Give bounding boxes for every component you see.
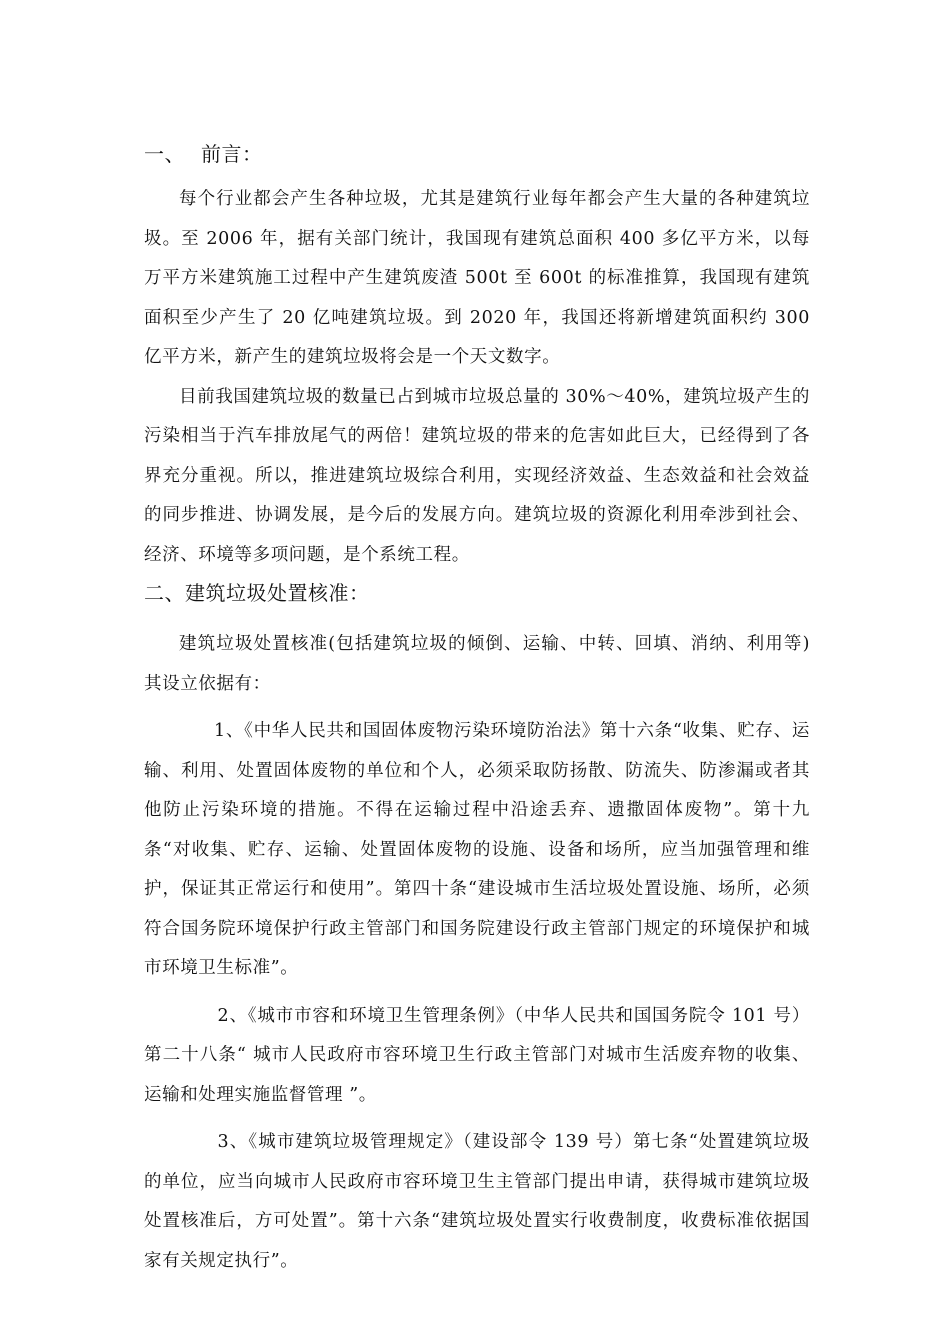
section-title: 建筑垃圾处置核准： [185,581,370,605]
document-body [144,136,810,1281]
section-heading-foreword [144,136,810,172]
section-number: 二、 [144,581,185,605]
basis-item-3: 3、《城市建筑垃圾管理规定》（建设部令 139 号）第七条“处置建筑垃圾的单位，应当向城市人民政府市容环境卫生主管部门提出申请，获得城市建筑垃圾处置核准后，方可处置”。第十六条“建筑垃圾处置实行收费制度，收费标准依据国家有关规定执行”。 [144,1132,810,1271]
foreword-paragraph-1: 每个行业都会产生各种垃圾，尤其是建筑行业每年都会产生大量的各种建筑垃圾。至 2006 年，据有关部门统计，我国现有建筑总面积 400 多亿平方米，以每万平方米建筑施工过程中产生建筑废渣 500t 至 600t 的标准推算，我国现有建筑面积至少产生了 20 亿吨建筑垃圾。到 2020 年，我国还将新增建筑面积约 300 亿平方米，新产生的建筑垃圾将会是一个天文数字。 [144,189,810,367]
basis-item-1: 1、《中华人民共和国固体废物污染环境防治法》第十六条“收集、贮存、运输、利用、处置固体废物的单位和个人，必须采取防扬散、防流失、防渗漏或者其他防止污染环境的措施。不得在运输过程中沿途丢弃、遗撒固体废物”。第十九条“对收集、贮存、运输、处置固体废物的设施、设备和场所，应当加强管理和维护，保证其正常运行和使用”。第四十条“建设城市生活垃圾处置设施、场所，必须符合国务院环境保护行政主管部门和国务院建设行政主管部门规定的环境保护和城市环境卫生标准”。 [144,721,810,978]
section-number: 一、 [144,142,185,166]
basis-item-2: 2、《城市市容和环境卫生管理条例》（中华人民共和国国务院令 101 号）第二十八条“ 城市人民政府市容环境卫生行政主管部门对城市生活废弃物的收集、运输和处理实施监督管理 ”。 [144,1005,810,1105]
foreword-paragraph-2: 目前我国建筑垃圾的数量已占到城市垃圾总量的 30%～40%，建筑垃圾产生的污染相当于汽车排放尾气的两倍！建筑垃圾的带来的危害如此巨大，已经得到了各界充分重视。所以，推进建筑垃圾综合利用，实现经济效益、生态效益和社会效益的同步推进、协调发展，是今后的发展方向。建筑垃圾的资源化利用牵涉到社会、经济、环境等多项问题，是个系统工程。 [144,386,810,565]
section-title: 前言： [201,142,263,166]
section-heading-approval [144,575,810,611]
approval-intro-paragraph: 建筑垃圾处置核准(包括建筑垃圾的倾倒、运输、中转、回填、消纳、利用等) 其设立依据有： [144,634,810,694]
